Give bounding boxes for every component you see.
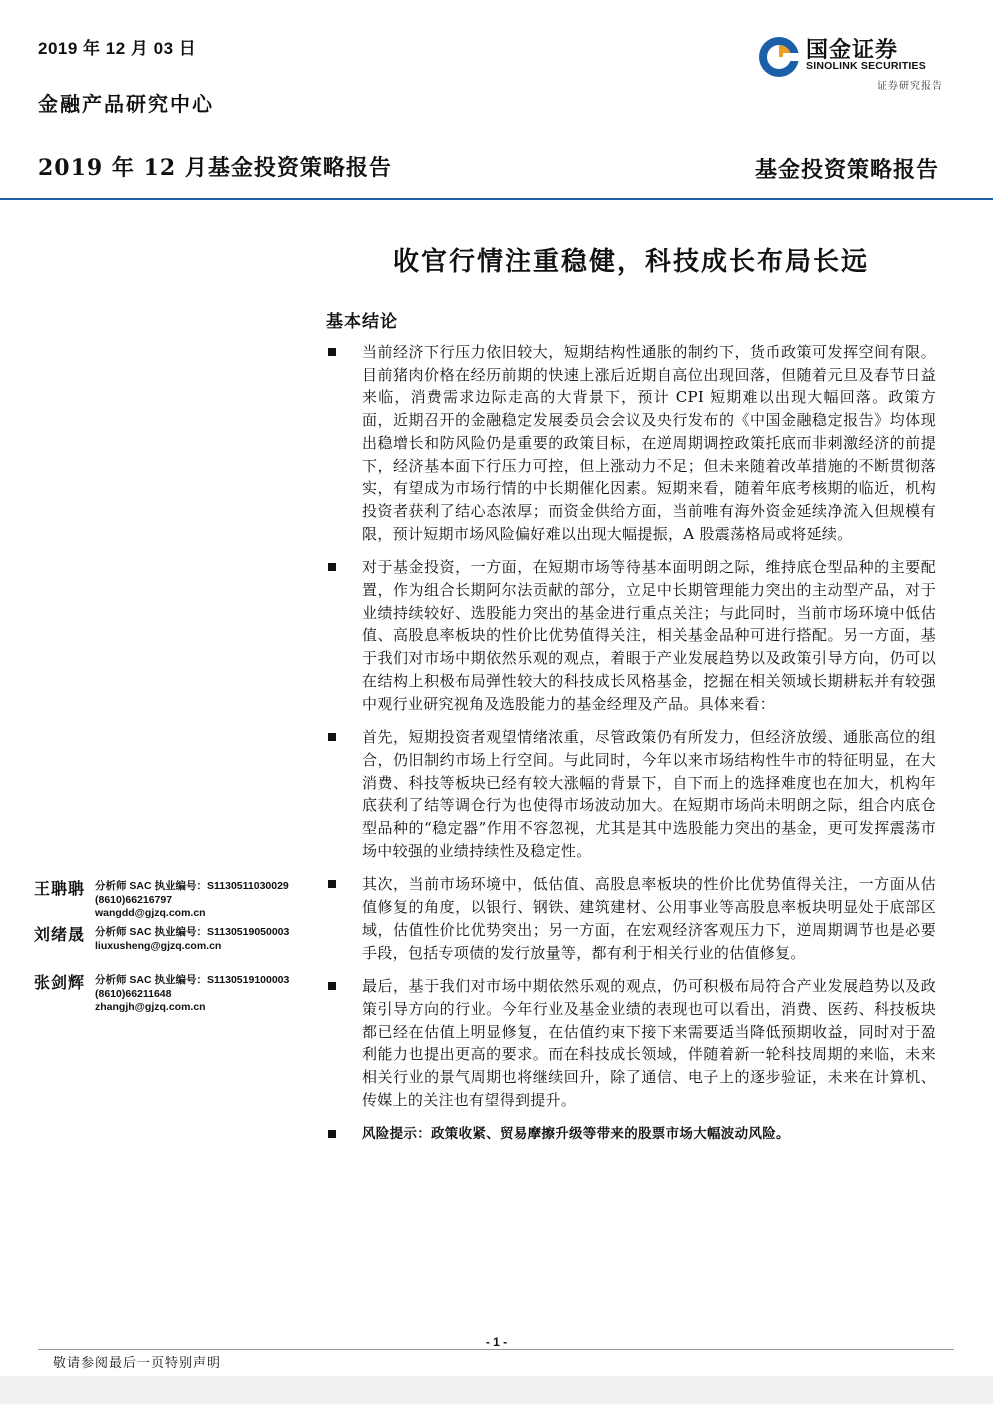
analyst-name: 王聃聃 bbox=[34, 879, 86, 898]
footer-band bbox=[0, 1376, 993, 1404]
analyst-name: 张剑辉 bbox=[34, 973, 86, 992]
page-number: - 1 - bbox=[485, 1335, 508, 1349]
report-title: 2019 年 12 月基金投资策略报告 bbox=[38, 155, 392, 181]
analyst-info bbox=[95, 926, 289, 953]
analyst-sac-label: 分析师 SAC 执业编号： bbox=[95, 926, 208, 938]
conclusion-item: 其次，当前市场环境中，低估值、高股息率板块的性价比优势值得关注，一方面从估值修复的角度，以银行、钢铁、建筑建材、公用事业等高股息率板块明显处于底部区域，估值性价比优势突出；另一方面，在宏观经济客观压力下，逆周期调节也是必要手段，包括专项债的发行放量等，都有利于相关行业的估值修复。 bbox=[326, 873, 936, 964]
analyst-sac-number: S1130519050003 bbox=[207, 926, 290, 938]
header-divider bbox=[0, 198, 993, 200]
analyst-email[interactable]: zhangjh@gjzq.com.cn bbox=[95, 1001, 206, 1013]
conclusion-list bbox=[326, 341, 936, 1156]
conclusion-item: 当前经济下行压力依旧较大，短期结构性通胀的制约下，货币政策可发挥空间有限。目前猪肉价格在经历前期的快速上涨后近期自高位出现回落，但随着元旦及春节日益来临，消费需求边际走高的大背景下，预计 CPI 短期难以出现大幅回落。政策方面，近期召开的金融稳定发展委员会会议及央行发布的《中国金融稳定报告》均体现出稳增长和防风险仍是重要的政策目标，在逆周期调控政策托底而非刺激经济的前提下，经济基本面下行压力可控，但上涨动力不足；但未来随着改革措施的不断贯彻落实，有望成为市场行情的中长期催化因素。短期来看，随着年底考核期的临近，机构投资者获利了结心态浓厚；而资金供给方面，当前唯有海外资金延续净流入但规模有限，预计短期市场风险偏好难以出现大幅提振，A 股震荡格局或将延续。 bbox=[326, 341, 936, 545]
analyst-name: 刘绪晟 bbox=[34, 925, 86, 944]
report-category-label: 证券研究报告 bbox=[877, 81, 943, 92]
conclusion-item: 对于基金投资，一方面，在短期市场等待基本面明朗之际，维持底仓型品种的主要配置，作为组合长期阿尔法贡献的部分，立足中长期管理能力突出的主动型产品，对于业绩持续较好、选股能力突出的基金进行重点关注；与此同时，当前市场环境中低估值、高股息率板块的性价比优势值得关注，相关基金品种可进行搭配。另一方面，基于我们对市场中期依然乐观的观点，着眼于产业发展趋势以及政策引导方向，仍可以在结构上积极布局弹性较大的科技成长风格基金，挖掘在相关领域长期耕耘并有较强中观行业研究视角及选股能力的基金经理及产品。具体来看： bbox=[326, 556, 936, 715]
conclusion-item: 最后，基于我们对市场中期依然乐观的观点，仍可积极布局符合产业发展趋势以及政策引导方向的行业。今年行业及基金业绩的表现也可以看出，消费、医药、科技板块都已经在估值上明显修复，在估值约束下接下来需要适当降低预期收益，同时对于盈利能力也提出更高的要求。而在科技成长领域，伴随着新一轮科技周期的来临，未来相关行业的景气周期也将继续回升，除了通信、电子上的逐步验证，未来在计算机、传媒上的关注也有望得到提升。 bbox=[326, 975, 936, 1111]
analyst-sac-number: S1130519100003 bbox=[207, 974, 290, 986]
analyst-phone: (8610)66216797 bbox=[95, 893, 173, 906]
report-type: 基金投资策略报告 bbox=[754, 157, 939, 183]
research-center-name: 金融产品研究中心 bbox=[38, 92, 214, 116]
analyst-sac-label: 分析师 SAC 执业编号： bbox=[95, 880, 208, 892]
analyst-sac-number: S1130511030029 bbox=[207, 880, 289, 892]
analyst-email[interactable]: liuxusheng@gjzq.com.cn bbox=[95, 939, 222, 952]
footer-disclaimer-note: 敬请参阅最后一页特别声明 bbox=[53, 1356, 222, 1371]
logo-chinese-name: 国金证券 bbox=[806, 38, 899, 63]
analyst-email[interactable]: wangdd@gjzq.com.cn bbox=[95, 907, 206, 919]
analyst-info bbox=[95, 974, 289, 1015]
risk-warning: 风险提示：政策收紧、贸易摩擦升级等带来的股票市场大幅波动风险。 bbox=[326, 1123, 936, 1146]
analyst-sac-label: 分析师 SAC 执业编号： bbox=[95, 974, 208, 986]
footer-divider bbox=[38, 1349, 954, 1350]
sinolink-logo-icon bbox=[757, 35, 801, 79]
analyst-info bbox=[95, 880, 289, 921]
section-heading: 基本结论 bbox=[326, 312, 398, 332]
main-title: 收官行情注重稳健，科技成长布局长远 bbox=[392, 247, 869, 277]
report-date: 2019 年 12 月 03 日 bbox=[38, 39, 197, 58]
analyst-phone: (8610)66211648 bbox=[95, 987, 172, 1000]
logo-english-name: SINOLINK SECURITIES bbox=[806, 60, 926, 72]
conclusion-item: 首先，短期投资者观望情绪浓重，尽管政策仍有所发力，但经济放缓、通胀高位的组合，仍旧制约市场上行空间。与此同时，今年以来市场结构性牛市的特征明显，在大消费、科技等板块已经有较大涨幅的背景下，自下而上的选择难度也在加大，机构年底获利了结等调仓行为也使得市场波动加大。在短期市场尚未明朗之际，组合内底仓型品种的“稳定器”作用不容忽视，尤其是其中选股能力突出的基金，更可发挥震荡市场中较强的业绩持续性及稳定性。 bbox=[326, 726, 936, 862]
